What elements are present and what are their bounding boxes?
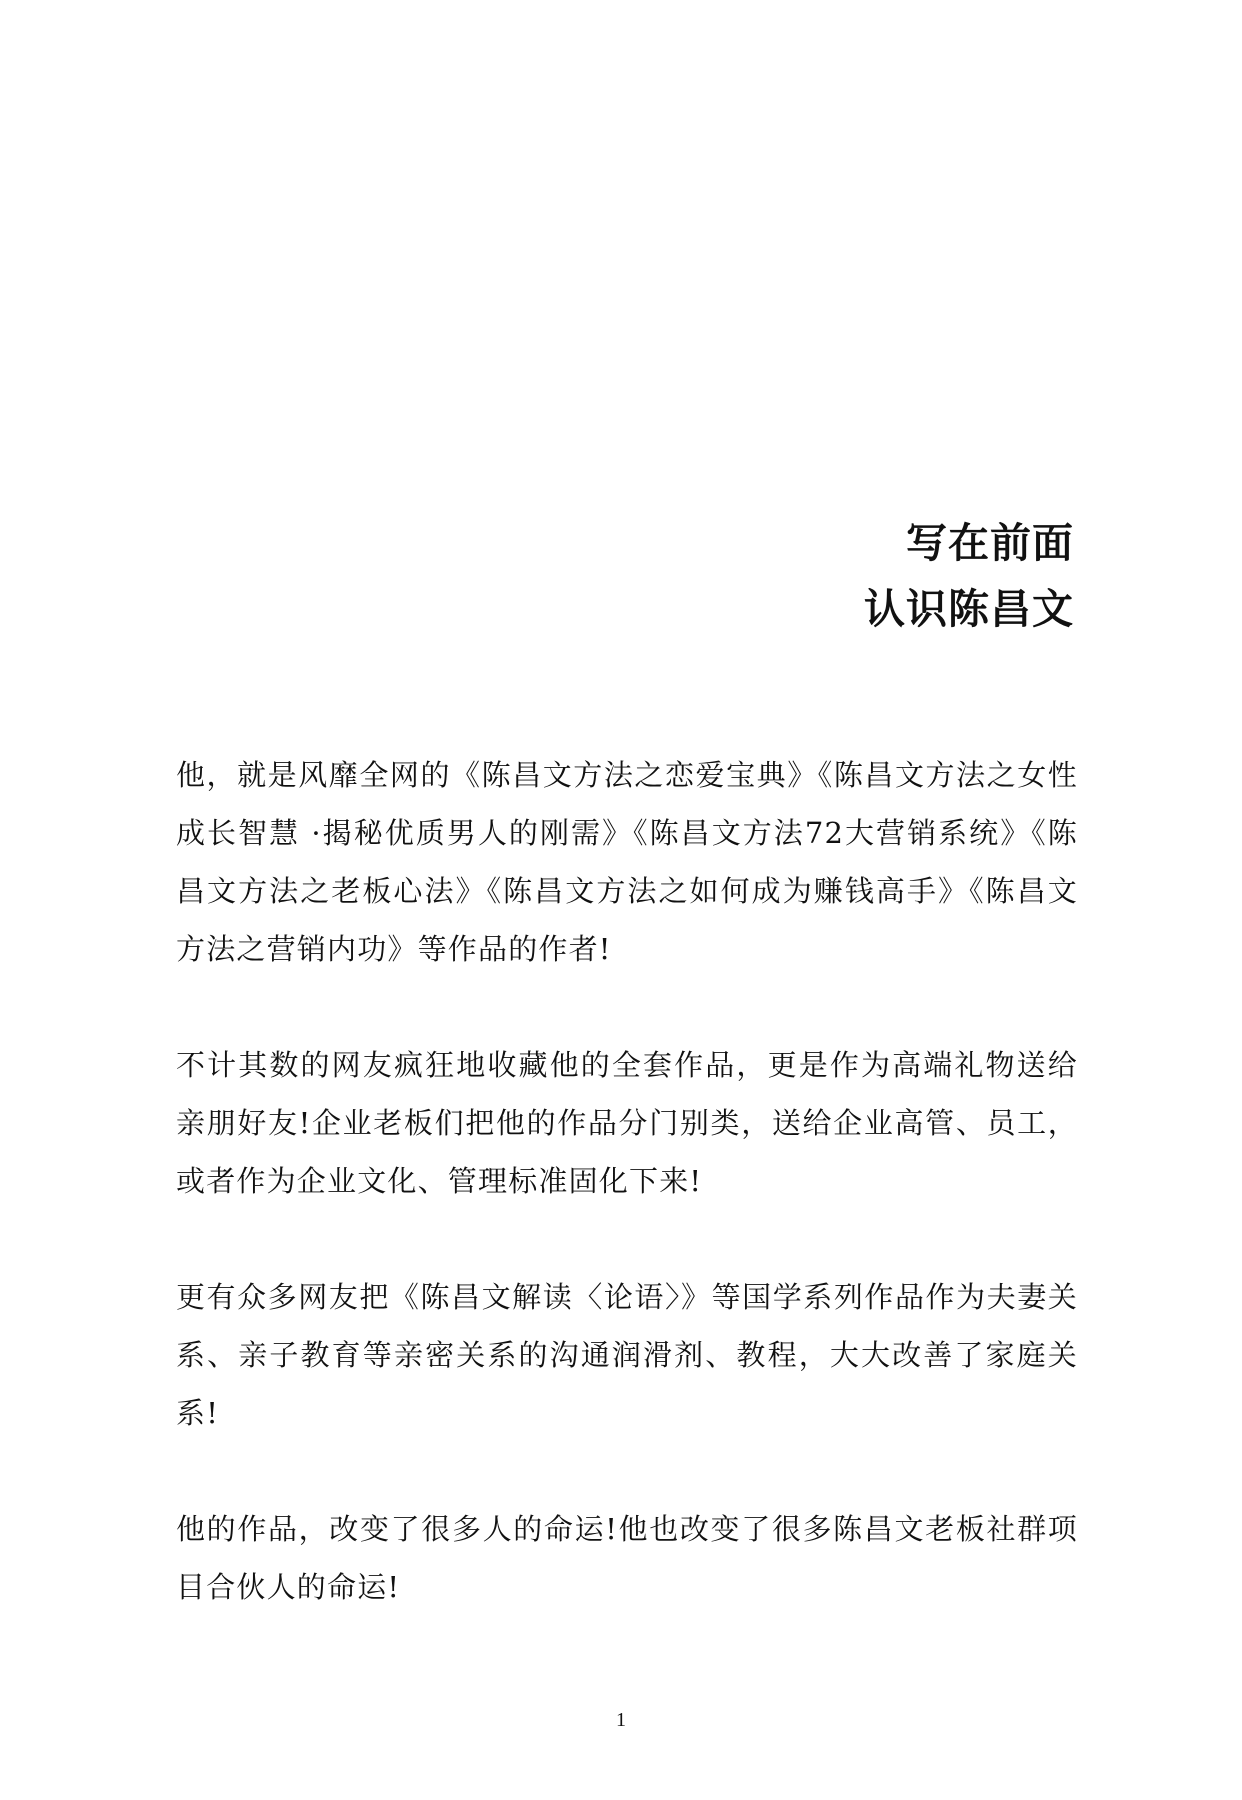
heading-line-1: 写在前面 <box>906 519 1074 567</box>
page-number: 1 <box>616 1709 626 1731</box>
heading-line-2: 认识陈昌文 <box>864 585 1074 633</box>
paragraph-4: 他的作品，改变了很多人的命运!他也改变了很多陈昌文老板社群项目合伙人的命运! <box>176 1512 1078 1604</box>
page-heading <box>864 510 1074 642</box>
paragraph-2: 不计其数的网友疯狂地收藏他的全套作品，更是作为高端礼物送给亲朋好友!企业老板们把他的作品分门别类，送给企业高管、员工，或者作为企业文化、管理标准固化下来! <box>176 1048 1078 1198</box>
paragraph-1: 他，就是风靡全网的《陈昌文方法之恋爱宝典》《陈昌文方法之女性成长智慧 ·揭秘优质男人的刚需》《陈昌文方法72大营销系统》《陈昌文方法之老板心法》《陈昌文方法之如何成为赚钱高手》《陈昌文方法之营销内功》等作品的作者! <box>176 758 1078 966</box>
body-text <box>176 746 1078 1674</box>
paragraph-3: 更有众多网友把《陈昌文解读〈论语〉》等国学系列作品作为夫妻关系、亲子教育等亲密关系的沟通润滑剂、教程，大大改善了家庭关系! <box>176 1280 1078 1430</box>
